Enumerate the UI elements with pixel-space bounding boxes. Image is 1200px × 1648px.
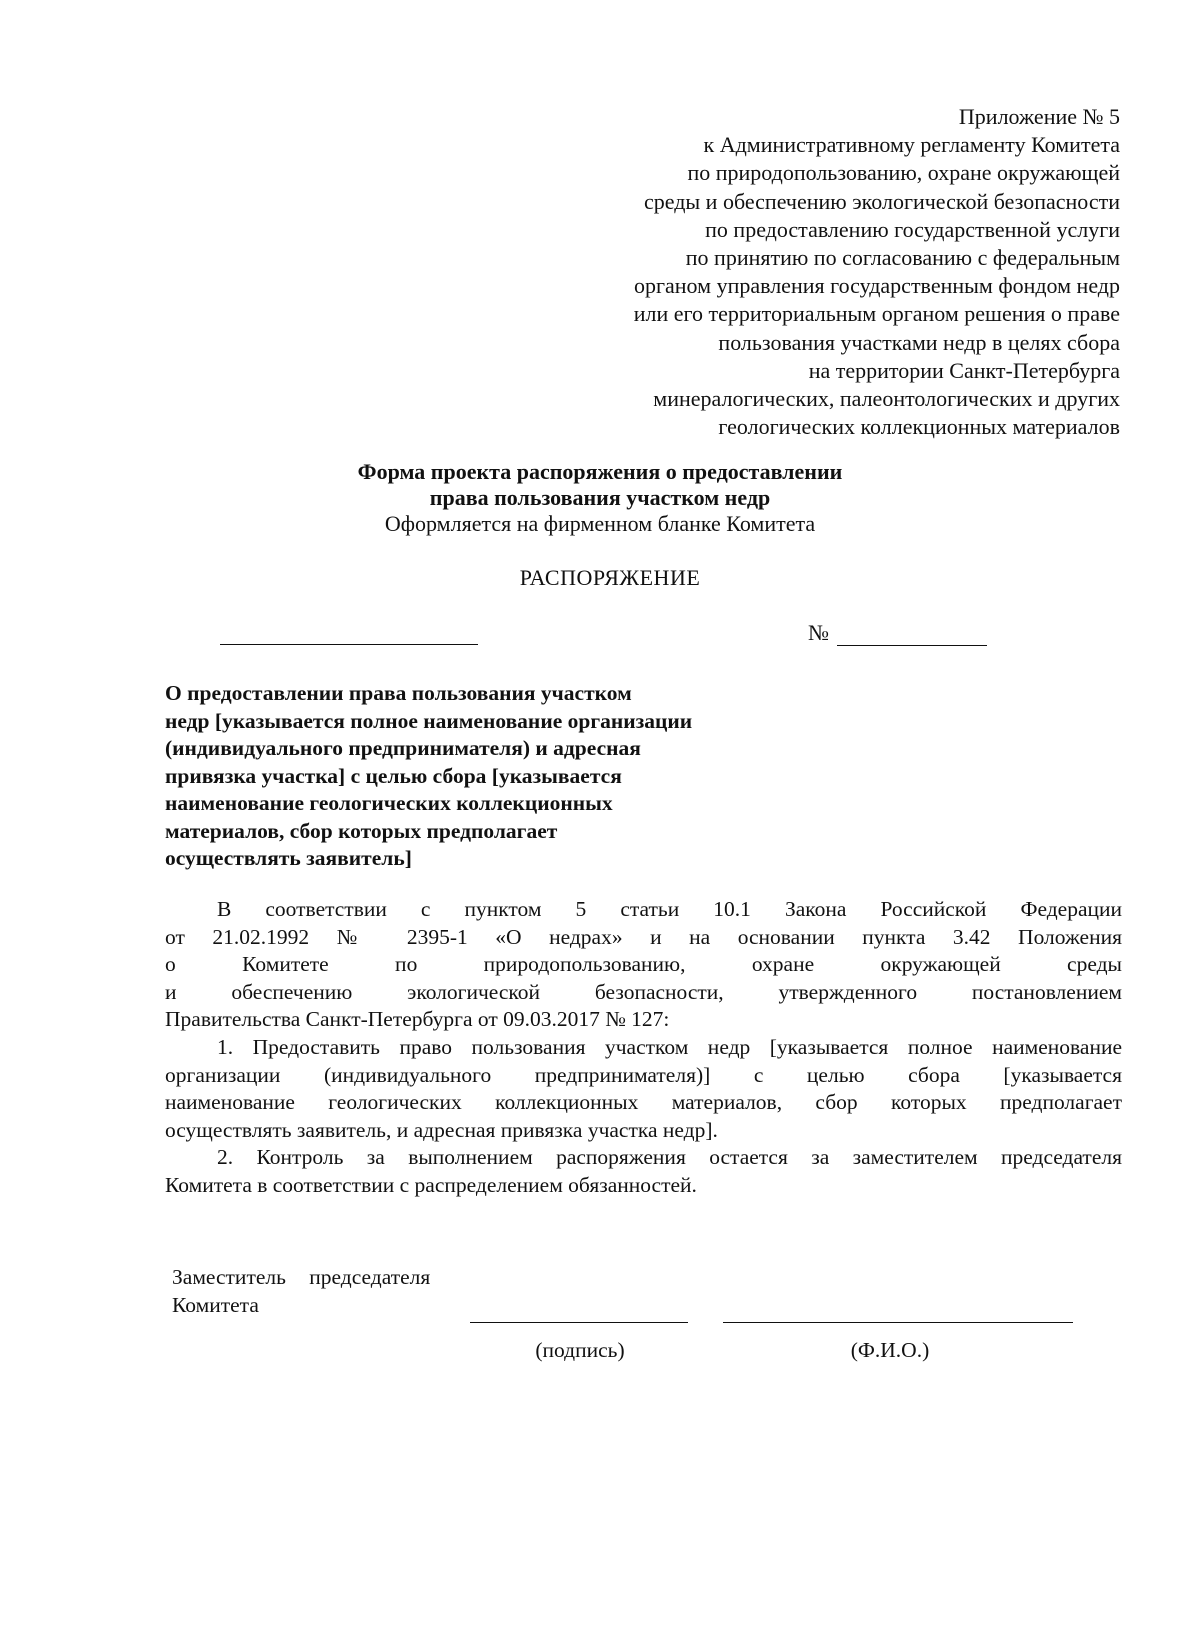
signature-blank-line xyxy=(470,1322,688,1323)
signatory-title: Заместитель председателя xyxy=(172,1265,431,1289)
item2-line: 2. Контроль за выполнением распоряжения остается за заместителем председателя xyxy=(217,1145,1122,1170)
item1-line: наименование геологических коллекционных материалов, сбор которых предполагает xyxy=(165,1090,1122,1115)
signatory-org: Комитета xyxy=(172,1293,259,1317)
form-title-line: Форма проекта распоряжения о предоставлении xyxy=(357,459,843,484)
appendix-line: или его территориальным органом решения о праве xyxy=(633,301,1120,327)
appendix-line: на территории Санкт-Петербурга xyxy=(808,357,1120,383)
form-title xyxy=(250,459,950,537)
number-label: № xyxy=(808,620,829,645)
signature-caption: (подпись) xyxy=(535,1338,625,1362)
preamble-line: и обеспечению экологической безопасности, утвержденного постановлением xyxy=(165,979,1122,1004)
form-title-line: права пользования участком недр xyxy=(429,485,771,510)
form-title-note: Оформляется на фирменном бланке Комитета xyxy=(384,511,816,536)
appendix-line: органом управления государственным фондом недр xyxy=(634,273,1120,299)
item2-line: Комитета в соответствии с распределением обязанностей. xyxy=(165,1172,697,1197)
appendix-line: Приложение № 5 xyxy=(958,104,1120,129)
signatory-block xyxy=(172,1263,430,1319)
preamble-line: от 21.02.1992 № 2395-1 «О недрах» и на основании пункта 3.42 Положения xyxy=(165,924,1122,949)
appendix-line: среды и обеспечению экологической безопасности xyxy=(643,188,1120,214)
preamble-line: Правительства Санкт-Петербурга от 09.03.2017 № 127: xyxy=(165,1007,670,1032)
preamble-line: В соответствии с пунктом 5 статьи 10.1 Закона Российской Федерации xyxy=(217,897,1122,921)
document-type-heading: РАСПОРЯЖЕНИЕ xyxy=(519,565,701,590)
order-subject xyxy=(165,680,805,873)
appendix-line: по предоставлению государственной услуги xyxy=(705,216,1120,242)
subject-line: недр [указывается полное наименование организации xyxy=(165,708,693,733)
date-blank-line xyxy=(220,644,478,645)
appendix-line: по принятию по согласованию с федеральным xyxy=(685,245,1120,271)
subject-line: О предоставлении права пользования участком xyxy=(165,681,632,705)
subject-line: (индивидуального предпринимателя) и адресная xyxy=(165,736,641,760)
subject-line: наименование геологических коллекционных xyxy=(165,791,613,815)
appendix-line: минералогических, палеонтологических и других xyxy=(653,386,1120,412)
item1-line: организации (индивидуального предпринимателя)] с целью сбора [указывается xyxy=(165,1062,1122,1087)
preamble-line: о Комитете по природопользованию, охране окружающей среды xyxy=(165,952,1122,977)
appendix-line: пользования участками недр в целях сбора xyxy=(718,329,1120,355)
number-field xyxy=(808,620,987,646)
appendix-header xyxy=(440,103,1120,441)
name-blank-line xyxy=(723,1322,1073,1323)
number-blank-line xyxy=(837,623,987,646)
appendix-line: геологических коллекционных материалов xyxy=(718,414,1120,440)
appendix-line: по природопользованию, охране окружающей xyxy=(687,160,1120,186)
name-caption: (Ф.И.О.) xyxy=(850,1338,930,1362)
subject-line: материалов, сбор которых предполагает xyxy=(165,818,558,843)
order-body xyxy=(165,896,1122,1200)
appendix-line: к Административному регламенту Комитета xyxy=(703,132,1120,158)
subject-line: осуществлять заявитель] xyxy=(165,846,412,870)
subject-line: привязка участка] с целью сбора [указывается xyxy=(165,763,622,788)
item1-line: 1. Предоставить право пользования участком недр [указывается полное наименование xyxy=(217,1034,1122,1059)
item1-line: осуществлять заявитель, и адресная привязка участка недр]. xyxy=(165,1117,718,1142)
